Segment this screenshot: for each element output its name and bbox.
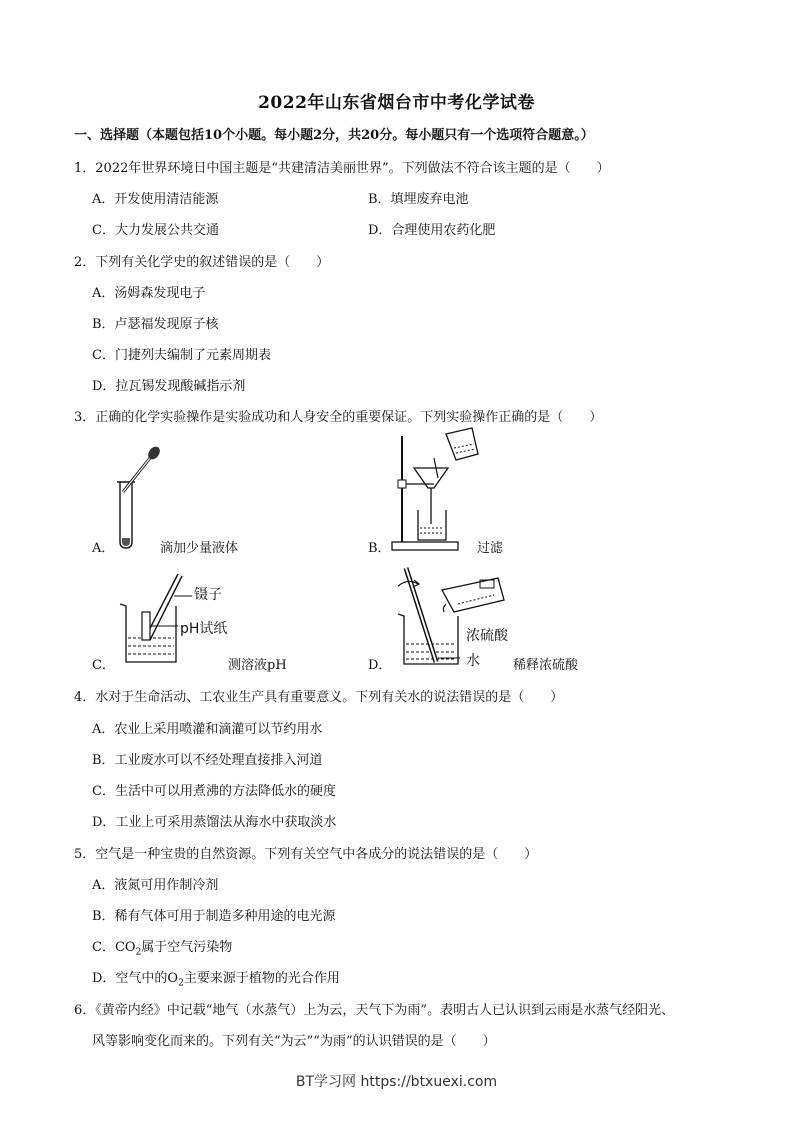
page-title: 2022年山东省烟台市中考化学试卷 <box>258 93 535 113</box>
question-2-stem: 2．下列有关化学史的叙述错误的是（ ） <box>74 255 330 270</box>
footer-watermark: BT学习网 https://btxuexi.com <box>295 1074 498 1090</box>
acid-label: 浓硫酸 <box>466 628 508 644</box>
question-4-option-a: A．农业上采用喷灌和滴灌可以节约用水 <box>92 722 323 737</box>
question-1-option-a: A．开发使用清洁能源 <box>92 192 219 207</box>
question-4-option-b: B．工业废水可以不经处理直接排入河道 <box>92 753 323 768</box>
tweezers-label: 镊子 <box>194 587 222 603</box>
question-3-caption-d: 稀释浓硫酸 <box>513 658 579 673</box>
question-4-option-c: C．生活中可以用煮沸的方法降低水的硬度 <box>92 784 336 799</box>
question-5-option-a: A．液氮可用作制冷剂 <box>92 878 219 893</box>
question-3-caption-b: 过滤 <box>477 541 504 556</box>
question-1-option-b: B．填埋废弃电池 <box>368 192 469 207</box>
question-5-stem: 5．空气是一种宝贵的自然资源。下列有关空气中各成分的说法错误的是（ ） <box>74 847 538 862</box>
dilute-acid-figure <box>394 564 506 668</box>
question-5-option-c: C．$CO_2$属于空气污染物 <box>92 940 233 958</box>
question-6-stem-line-2: 风等影响变化而来的。下列有关“为云”“为雨”的认识错误的是（ ） <box>92 1034 496 1049</box>
filtration-figure <box>388 426 488 552</box>
question-3-caption-a: 滴加少量液体 <box>160 541 239 556</box>
water-label: 水 <box>466 653 480 669</box>
question-2-option-a: A．汤姆森发现电子 <box>92 286 206 301</box>
dropper-test-tube-figure <box>110 444 170 552</box>
ph-paper-label: pH试纸 <box>180 621 228 637</box>
question-5-option-d: D．空气中的$O_2$主要来源于植物的光合作用 <box>92 971 340 989</box>
question-3-stem: 3．正确的化学实验操作是实验成功和人身安全的重要保证。下列实验操作正确的是（ ） <box>74 410 603 425</box>
question-2-option-c: C．门捷列夫编制了元素周期表 <box>92 348 271 363</box>
question-1-stem: 1．2022年世界环境日中国主题是“共建清洁美丽世界”。下列做法不符合该主题的是（ ） <box>74 161 610 176</box>
question-2-option-d: D．拉瓦锡发现酸碱指示剂 <box>92 379 246 394</box>
question-3-letter-b: B． <box>368 541 391 556</box>
question-3-letter-c: C． <box>92 658 115 673</box>
question-3-caption-c: 测溶液pH <box>228 658 287 673</box>
question-3-letter-a: A． <box>92 541 115 556</box>
question-1-option-d: D．合理使用农药化肥 <box>368 223 496 238</box>
question-4-stem: 4．水对于生命活动、工农业生产具有重要意义。下列有关水的说法错误的是（ ） <box>74 690 564 705</box>
question-6-stem-line-1: 6．《黄帝内经》中记载“地气（水蒸气）上为云，天气下为雨”。表明古人已认识到云雨是水蒸气经阳光、 <box>74 1003 675 1018</box>
section-heading: 一、选择题（本题包括10个小题。每小题2分，共20分。每小题只有一个选项符合题意。） <box>74 128 594 143</box>
question-3-letter-d: D． <box>368 658 392 673</box>
question-1-option-c: C．大力发展公共交通 <box>92 223 219 238</box>
question-5-option-b: B．稀有气体可用于制造多种用途的电光源 <box>92 909 336 924</box>
question-4-option-d: D．工业上可采用蒸馏法从海水中获取淡水 <box>92 815 337 830</box>
question-2-option-b: B．卢瑟福发现原子核 <box>92 317 219 332</box>
